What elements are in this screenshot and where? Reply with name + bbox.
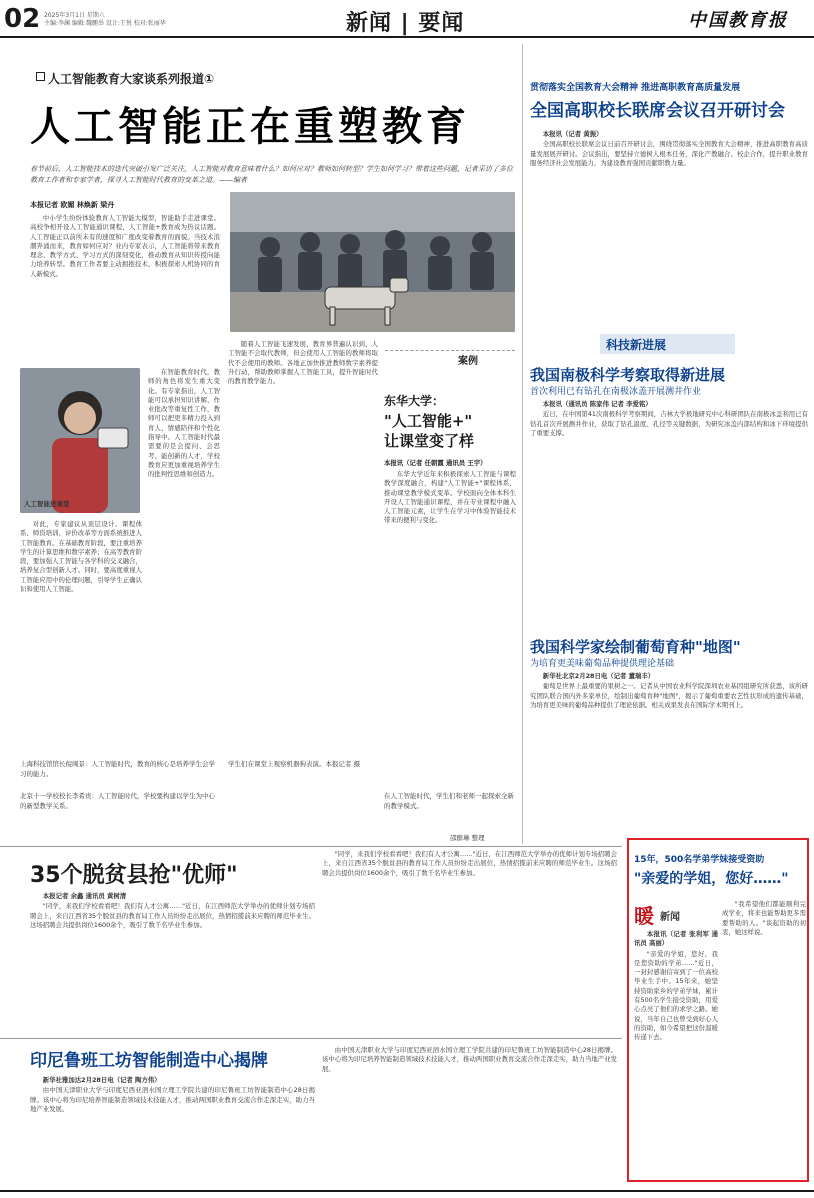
conf-byline: 本报讯（记者 黄振） — [542, 130, 603, 138]
feature-column-1 — [30, 214, 220, 364]
feature-column-3 — [20, 520, 142, 740]
issue-staff: 主编:李澜 编辑:魏鹏举 设计:王悦 校对:张丽华 — [44, 20, 166, 27]
feature-byline: 本报记者 欧媚 林焕新 梁丹 — [30, 201, 115, 209]
section-title: 新闻 | 要闻 — [346, 11, 465, 36]
grape-body — [530, 672, 808, 832]
feature-column-4-text: 随着人工智能飞速发展，教育界普遍认识到，人工智能不会取代教师，但会使用人工智能的教师将取代不会使用的教师。各地正加快推进教师数字素养提升行动，帮助教师掌握人工智能工具，提升智能时代的教育教学能力。 — [228, 340, 378, 386]
grape-subtitle: 为培育更美味葡萄品种提供理论基础 — [530, 659, 675, 669]
series-label: 人工智能教育大家谈系列报道① — [48, 72, 215, 86]
student-photo-graphic — [20, 368, 140, 513]
case-byline: 本报讯（记者 任朝霞 通讯员 王宇） — [384, 459, 487, 467]
issue-meta — [44, 12, 166, 28]
feature-column-3-text: 对此，专家建议从顶层设计、课程体系、师资培训、评价改革等方面系统推进人工智能教育。在基础教育阶段，要注重培养学生的计算思维和数字素养；在高等教育阶段，要加强人工智能与各学科的交叉融合，培养复合型创新人才。同时，要高度重视人工智能应用中的伦理问题，引导学生正确认识和使用人工智能。 — [20, 520, 142, 593]
feature-column-1-text: 中小学生纷纷体验教育人工智能大模型，智能助手走进课堂。高校争相开设人工智能通识课程，人工智能+教育成为热议话题。人工智能正以前所未有的速度和广度改变着教育的面貌。当技术浪潮奔涌而来，教育如何应对？业内专家表示，人工智能将带来教育理念、教学方式、学习方式的深刻变化，推动教育从知识传授向能力培养转型。教育工作者要主动拥抱技术，积极探索人机协同的育人新模式。 — [30, 214, 220, 278]
warm-text: "亲爱的学姐，您好，我是您资助的学弟……"近日，一封封感谢信寄到了一位高校毕业生手中。15年来，她坚持资助家乡的学弟学妹，累计有500名学生接受资助，用爱心点亮了他们的求学之路。她说，当年自己也曾受到好心人的资助，如今希望把这份温暖传递下去。 — [634, 949, 718, 1042]
teachers-body-2 — [322, 850, 617, 1030]
workshop-text-2: 由中国天津职业大学与印度尼西亚泗水国立理工学院共建的印尼鲁班工坊智能制造中心28日揭牌。该中心将为印尼培养智能制造领域技术技能人才，推动两国职业教育交流合作走深走实，助力当地产业发展。 — [322, 1046, 617, 1073]
workshop-text: 由中国天津职业大学与印度尼西亚泗水国立理工学院共建的印尼鲁班工坊智能制造中心28日揭牌。该中心将为印尼培养智能制造领域技术技能人才，推动两国职业教育交流合作走深走实，助力当地产业发展。 — [30, 1086, 315, 1113]
warm-label-icon: 暖 — [634, 904, 654, 928]
science-body — [530, 400, 808, 630]
case-label: 案例 — [458, 356, 478, 367]
student-photo — [20, 368, 140, 513]
workshop-title: 印尼鲁班工坊智能制造中心揭牌 — [30, 1051, 268, 1071]
warm-byline: 本报讯（记者 张利军 通讯员 高丽） — [634, 930, 718, 948]
teachers-text-2: "同学，来我们学校看看吧！我们有人才公寓……"近日，在江西师范大学举办的优师计划专场招聘会上，来自江西省35个脱贫县的教育局工作人员纷纷走出展位，热情招揽前来应聘的师范毕业生。这场招聘会共提供岗位1600余个，吸引了数千名毕业生参加。 — [322, 850, 617, 877]
footer-rule — [0, 1190, 814, 1192]
workshop-byline: 新华社雅加达2月28日电（记者 陶方伟） — [42, 1076, 161, 1084]
workshop-body-2 — [322, 1046, 617, 1182]
masthead-logo: 中国教育报 — [688, 10, 788, 31]
issue-date: 2025年3月1日 星期六 — [44, 12, 105, 19]
feature-column-2-text: 在智能教育时代，教师的角色将发生重大变化。有专家指出，人工智能可以承担知识讲解、作业批改等重复性工作，教师可以把更多精力投入到育人、情感陪伴和个性化指导中。人工智能时代最需要的是会提问、会思考、能创新的人才，学校教育应更加重视培养学生的批判性思维和创造力。 — [148, 368, 220, 479]
feature-title: 人工智能正在重塑教育 — [30, 103, 470, 150]
warm-body-2 — [722, 900, 806, 1176]
grape-text: 葡萄是世界上最重要的果树之一。记者从中国农业科学院深圳农业基因组研究所获悉，该所研究团队联合国内外多家单位，绘制出葡萄育种"地图"，揭示了葡萄重要农艺性状形成的遗传基础，为培育更美味的葡萄品种提供了理论依据。相关成果发表在国际学术期刊上。 — [530, 682, 808, 709]
science-subtitle: 首次利用已有钻孔在南极冰盖开展测井作业 — [530, 387, 702, 397]
feature-column-4 — [228, 340, 378, 740]
warm-body-1 — [634, 930, 718, 1176]
series-box-icon — [36, 72, 45, 81]
classroom-photo-graphic — [230, 192, 515, 332]
classroom-photo — [230, 192, 515, 332]
science-byline: 本报讯（通讯员 陈家伟 记者 李爱铭） — [542, 400, 652, 408]
case-title-1: 东华大学： — [384, 394, 445, 408]
case-author: 邵醉琳 整理 — [450, 834, 485, 842]
conf-kicker: 贯彻落实全国教育大会精神 推进高职教育高质量发展 — [530, 83, 741, 93]
header-rule — [0, 36, 814, 38]
warm-text-2: "我希望他们都能顺利完成学业，将来也能帮助更多需要帮助的人。"谈起资助的初衷，她这样说。 — [722, 900, 806, 936]
warm-kicker: 15年，500名学弟学妹接受资助 — [634, 855, 765, 865]
case-divider — [385, 350, 515, 351]
grape-title: 我国科学家绘制葡萄育种"地图" — [530, 638, 741, 656]
feature-column-2 — [148, 368, 220, 608]
student-photo-caption: 人工智能进课堂 — [24, 500, 70, 508]
case-title-2: "人工智能+" — [384, 412, 473, 430]
case-title-3: 让课堂变了样 — [384, 432, 475, 450]
conf-text: 全国高职校长联席会议日前召开研讨会，围绕贯彻落实全国教育大会精神、推进高职教育高质量发展展开研讨。会议指出，要坚持立德树人根本任务，深化产教融合、校企合作，提升职业教育服务经济社会发展能力，为建设教育强国贡献职教力量。 — [530, 140, 808, 167]
quote-1: 上海科技馆馆长倪闽景：人工智能时代，教育的核心是培养学生会学习的能力。 — [20, 760, 215, 778]
feature-intro: 春节前后，人工智能技术的迭代突破引发广泛关注，人工智能对教育意味着什么？如何应对？教师如何转型？学生如何学习？带着这些问题，记者采访了多位教育工作者和专家学者，探寻人工智能时代教育的变革之道。——编者 — [30, 165, 513, 184]
column-divider — [522, 44, 523, 844]
science-label: 科技新进展 — [606, 338, 667, 352]
conf-body — [530, 130, 808, 300]
teachers-text: "同学，来我们学校看看吧！我们有人才公寓……"近日，在江西师范大学举办的优师计划专场招聘会上，来自江西省35个脱贫县的教育局工作人员纷纷走出展位，热情招揽前来应聘的师范毕业生。这场招聘会共提供岗位1600余个，吸引了数千名毕业生参加。 — [30, 902, 315, 929]
science-title: 我国南极科学考察取得新进展 — [530, 366, 726, 384]
grape-byline: 新华社北京2月28日电（记者 董瑞丰） — [542, 672, 655, 680]
quote-2: 北京十一学校校长李希贵：人工智能时代，学校要构建以学生为中心的新型教学关系。 — [20, 792, 215, 810]
teachers-byline: 本报记者 余鑫 通讯员 黄树清 — [42, 892, 127, 900]
workshop-divider — [0, 1038, 622, 1039]
conf-title: 全国高职校长联席会议召开研讨会 — [530, 101, 785, 121]
teachers-title: 35个脱贫县抢"优师" — [30, 863, 238, 888]
warm-label: 新闻 — [660, 912, 680, 923]
teachers-body — [30, 892, 315, 1032]
lower-divider — [0, 846, 622, 847]
warm-title: "亲爱的学姐，您好……" — [634, 871, 789, 887]
case-text — [384, 470, 516, 770]
science-text: 近日，在中国第41次南极科学考察期间，吉林大学极地研究中心科研团队在南极冰盖利用已有钻孔首次开展测井作业，获取了钻孔温度、孔径等关键数据，为研究冰盖内部结构和冰下环境提供了重要支撑。 — [530, 410, 808, 437]
case-text-body: 东华大学近年来积极探索人工智能与课程教学深度融合，构建"人工智能+"课程体系，推动课堂教学模式变革。学校面向全体本科生开设人工智能通识课程，并在专业课程中融入人工智能元素，让学生在学习中体验智能技术带来的便利与变化。 — [384, 470, 516, 525]
photo-caption: 学生们在课堂上观察机器狗表演。本报记者 摄 — [228, 760, 361, 768]
page-number: 02 — [4, 4, 41, 34]
case-note: 在人工智能时代，学生们和老师一起探索全新的教学模式。 — [384, 792, 514, 810]
workshop-body — [30, 1076, 315, 1182]
